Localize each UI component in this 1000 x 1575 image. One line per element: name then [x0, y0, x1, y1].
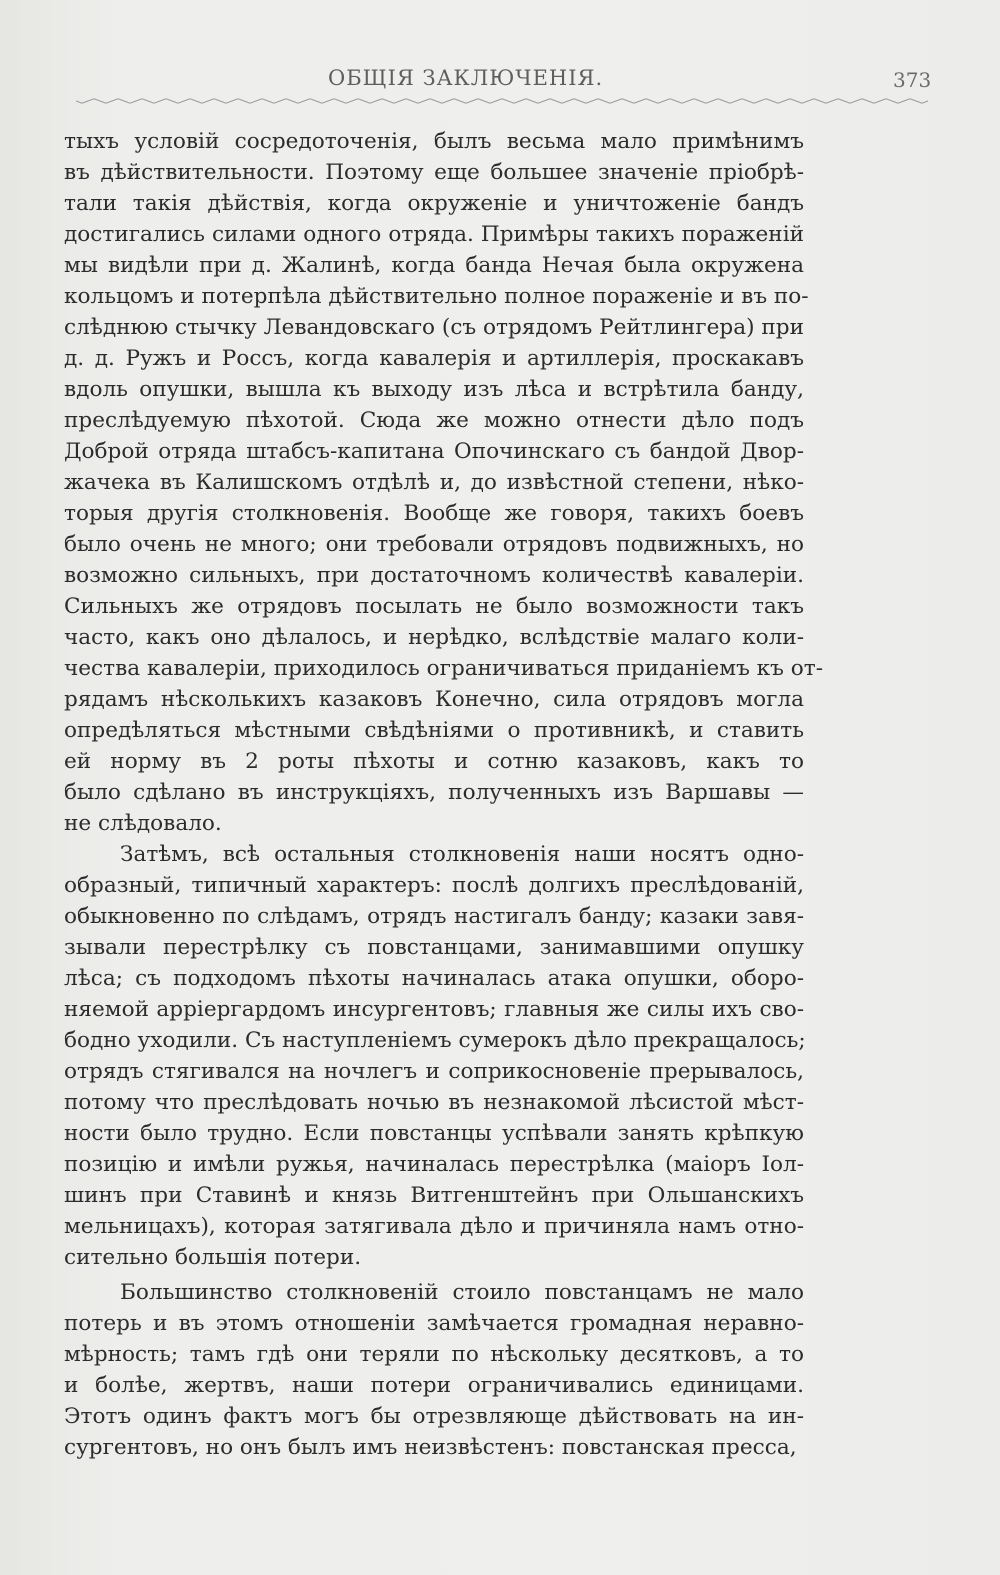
text-line: опредѣляться мѣстными свѣдѣніями о противникѣ, и ставить: [64, 718, 804, 743]
text-line: потерь и въ этомъ отношеніи замѣчается громадная неравно-: [64, 1311, 804, 1336]
text-line: Доброй отряда штабсъ-капитана Опочинскаго съ бандой Двор-: [64, 439, 804, 464]
text-line: чества кавалеріи, приходилось ограничиваться приданіемъ къ от-: [64, 656, 824, 681]
running-title: ОБЩІЯ ЗАКЛЮЧЕНІЯ.: [328, 66, 604, 90]
text-line: позицію и имѣли ружья, начиналась перестрѣлка (маіоръ Іол-: [64, 1152, 804, 1177]
text-line: шинъ при Ставинѣ и князь Витгенштейнъ при Ольшанскихъ: [64, 1183, 804, 1208]
text-line: сительно большія потери.: [64, 1245, 362, 1270]
text-line: возможно сильныхъ, при достаточномъ количествѣ кавалеріи.: [64, 563, 804, 588]
text-line: д. д. Ружъ и Россъ, когда кавалерія и артиллерія, проскакавъ: [64, 346, 804, 371]
text-line: образный, типичный характеръ: послѣ долгихъ преслѣдованій,: [64, 873, 804, 898]
text-line: потому что преслѣдовать ночью въ незнакомой лѣсистой мѣст-: [64, 1090, 804, 1115]
text-line: мы видѣли при д. Жалинѣ, когда банда Нечая была окружена: [64, 253, 804, 278]
text-line: слѣднюю стычку Левандовскаго (съ отрядомъ Рейтлингера) при: [64, 315, 804, 340]
main-text: [64, 126, 824, 1463]
text-line: было очень не много; они требовали отрядовъ подвижныхъ, но: [64, 532, 804, 557]
text-line: ей норму въ 2 роты пѣхоты и сотню казаковъ, какъ то: [64, 749, 804, 774]
text-line: рядамъ нѣсколькихъ казаковъ Конечно, сила отрядовъ могла: [64, 687, 804, 712]
text-line: кольцомъ и потерпѣла дѣйствительно полное пораженіе и въ по-: [64, 284, 809, 309]
text-line: сургентовъ, но онъ былъ имъ неизвѣстенъ: повстанская пресса,: [64, 1435, 797, 1460]
text-line: вдоль опушки, вышла къ выходу изъ лѣса и встрѣтила банду,: [64, 377, 804, 402]
text-line: Этотъ одинъ фактъ могъ бы отрезвляюще дѣйствовать на ин-: [64, 1404, 804, 1429]
text-line: мѣрность; тамъ гдѣ они теряли по нѣскольку десятковъ, а то: [64, 1342, 804, 1367]
text-line: лѣса; съ подходомъ пѣхоты начиналась атака опушки, оборо-: [64, 966, 804, 991]
text-line: торыя другія столкновенія. Вообще же говоря, такихъ боевъ: [64, 501, 804, 526]
text-line: зывали перестрѣлку съ повстанцами, занимавшими опушку: [64, 935, 804, 960]
text-line: часто, какъ оно дѣлалось, и нерѣдко, вслѣдствіе малаго коли-: [64, 625, 804, 650]
text-line: тали такія дѣйствія, когда окруженіе и уничтоженіе бандъ: [64, 191, 804, 216]
text-line: въ дѣйствительности. Поэтому еще большее значеніе пріобрѣ-: [64, 160, 804, 185]
text-line: тыхъ условій сосредоточенія, былъ весьма мало примѣнимъ: [64, 129, 804, 154]
decorative-wavy-rule: [76, 94, 931, 108]
text-line: Большинство столкновеній стоило повстанцамъ не мало: [120, 1280, 804, 1305]
text-line: не слѣдовало.: [64, 811, 222, 836]
text-line: няемой арріергардомъ инсургентовъ; главныя же силы ихъ сво-: [64, 997, 804, 1022]
text-line: было сдѣлано въ инструкціяхъ, полученныхъ изъ Варшавы —: [64, 780, 804, 805]
text-line: обыкновенно по слѣдамъ, отрядъ настигалъ банду; казаки завя-: [64, 904, 804, 929]
text-line: бодно уходили. Съ наступленіемъ сумерокъ дѣло прекращалось;: [64, 1028, 806, 1053]
paragraph-2: [64, 839, 804, 1273]
text-line: Сильныхъ же отрядовъ посылать не было возможности такъ: [64, 594, 804, 619]
text-line: отрядъ стягивался на ночлегъ и соприкосновеніе прерывалось,: [64, 1059, 804, 1084]
text-line: преслѣдуемую пѣхотой. Сюда же можно отнести дѣло подъ: [64, 408, 804, 433]
paragraph-1: [64, 126, 824, 839]
text-line: и болѣе, жертвъ, наши потери ограничивались единицами.: [64, 1373, 804, 1398]
text-line: ности было трудно. Если повстанцы успѣвали занять крѣпкую: [64, 1121, 804, 1146]
text-line: достигались силами одного отряда. Примѣры такихъ пораженій: [64, 222, 804, 247]
paragraph-3: [64, 1277, 804, 1463]
page-number: 373: [893, 68, 932, 92]
text-line: жачека въ Калишскомъ отдѣлѣ и, до извѣстной степени, нѣко-: [64, 470, 804, 495]
text-line: Затѣмъ, всѣ остальныя столкновенія наши носятъ одно-: [120, 842, 804, 867]
text-line: мельницахъ), которая затягивала дѣло и причиняла намъ отно-: [64, 1214, 804, 1239]
